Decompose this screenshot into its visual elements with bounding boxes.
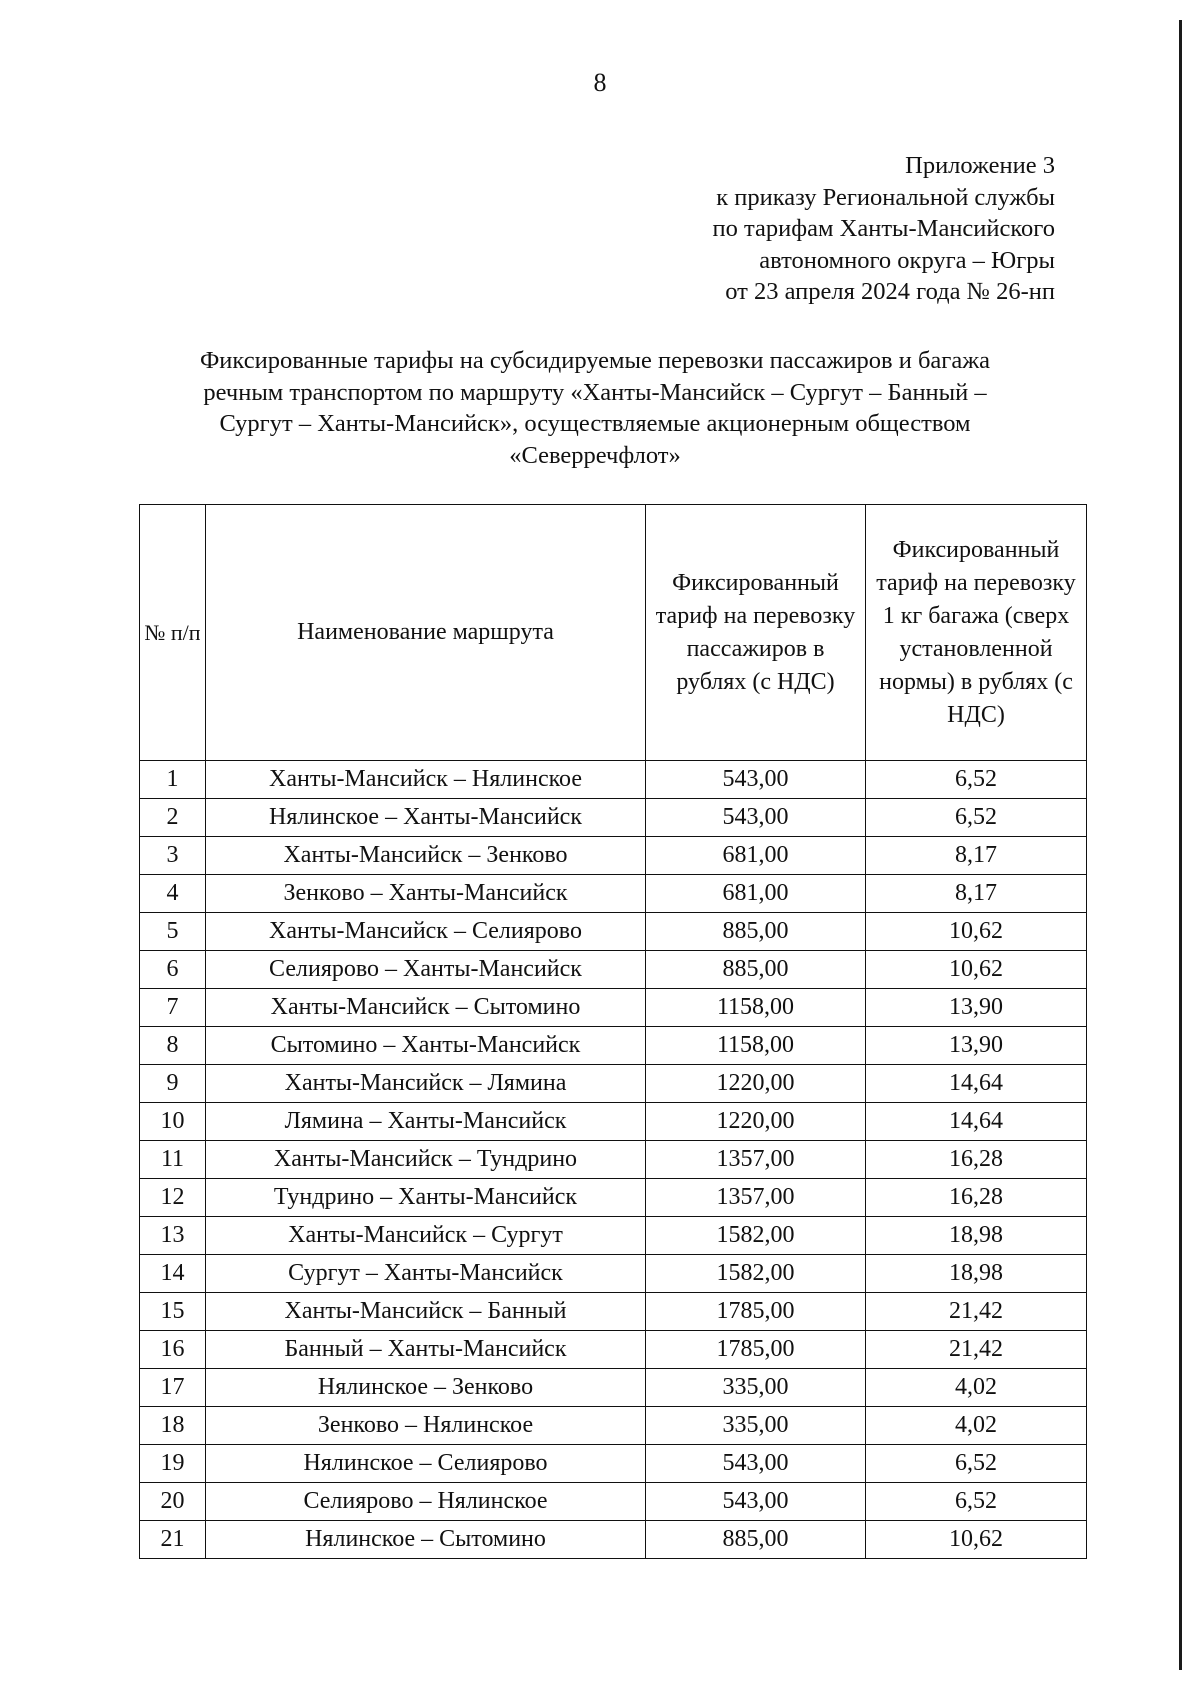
title-line: Сургут – Ханты-Мансийск», осуществляемые акционерным обществом (219, 410, 971, 437)
row-number: 20 (140, 1483, 206, 1521)
baggage-tariff: 10,62 (866, 951, 1087, 989)
row-number: 21 (140, 1521, 206, 1559)
table-row (140, 1103, 1087, 1141)
route-name: Селиярово – Ханты-Мансийск (206, 951, 646, 989)
table-row (140, 1331, 1087, 1369)
route-name: Ханты-Мансийск – Лямина (206, 1065, 646, 1103)
route-name: Лямина – Ханты-Мансийск (206, 1103, 646, 1141)
route-name: Нялинское – Зенково (206, 1369, 646, 1407)
baggage-tariff: 4,02 (866, 1407, 1087, 1445)
header-baggage-tariff: Фиксированный тариф на перевозку 1 кг багажа (сверх установленной нормы) в рублях (с НДС) (866, 505, 1087, 761)
passenger-tariff: 885,00 (646, 1521, 866, 1559)
baggage-tariff: 8,17 (866, 875, 1087, 913)
passenger-tariff: 681,00 (646, 875, 866, 913)
route-name: Зенково – Нялинское (206, 1407, 646, 1445)
route-name: Нялинское – Селиярово (206, 1445, 646, 1483)
appendix-line: по тарифам Ханты-Мансийского (712, 215, 1055, 242)
route-name: Сытомино – Ханты-Мансийск (206, 1027, 646, 1065)
table-row (140, 1293, 1087, 1331)
baggage-tariff: 13,90 (866, 1027, 1087, 1065)
passenger-tariff: 1582,00 (646, 1217, 866, 1255)
appendix-line: к приказу Региональной службы (716, 183, 1055, 211)
route-name: Банный – Ханты-Мансийск (206, 1331, 646, 1369)
route-name: Ханты-Мансийск – Нялинское (206, 761, 646, 799)
scan-edge-line (1179, 20, 1182, 1670)
baggage-tariff: 10,62 (866, 913, 1087, 951)
table-row (140, 913, 1087, 951)
header-passenger-tariff: Фиксированный тариф на перевозку пассажиров в рублях (с НДС) (646, 505, 866, 761)
table-row (140, 1065, 1087, 1103)
baggage-tariff: 16,28 (866, 1179, 1087, 1217)
passenger-tariff: 1220,00 (646, 1065, 866, 1103)
route-name: Зенково – Ханты-Мансийск (206, 875, 646, 913)
passenger-tariff: 1357,00 (646, 1141, 866, 1179)
baggage-tariff: 14,64 (866, 1103, 1087, 1141)
route-name: Селиярово – Нялинское (206, 1483, 646, 1521)
baggage-tariff: 6,52 (866, 1483, 1087, 1521)
passenger-tariff: 543,00 (646, 799, 866, 837)
passenger-tariff: 335,00 (646, 1369, 866, 1407)
page-number: 8 (593, 68, 607, 97)
row-number: 9 (140, 1065, 206, 1103)
table-row (140, 1217, 1087, 1255)
row-number: 3 (140, 837, 206, 875)
table-row (140, 799, 1087, 837)
tariffs-table (139, 504, 1087, 1559)
passenger-tariff: 1158,00 (646, 989, 866, 1027)
table-header-row (140, 505, 1087, 761)
baggage-tariff: 6,52 (866, 799, 1087, 837)
table-row (140, 1407, 1087, 1445)
baggage-tariff: 8,17 (866, 837, 1087, 875)
table-row (140, 1141, 1087, 1179)
baggage-tariff: 13,90 (866, 989, 1087, 1027)
appendix-line: автономного округа – Югры (759, 246, 1055, 274)
row-number: 15 (140, 1293, 206, 1331)
row-number: 12 (140, 1179, 206, 1217)
passenger-tariff: 1220,00 (646, 1103, 866, 1141)
passenger-tariff: 885,00 (646, 951, 866, 989)
baggage-tariff: 4,02 (866, 1369, 1087, 1407)
passenger-tariff: 543,00 (646, 1445, 866, 1483)
table-row (140, 951, 1087, 989)
passenger-tariff: 1582,00 (646, 1255, 866, 1293)
table-row (140, 1027, 1087, 1065)
header-number: № п/п (140, 505, 206, 761)
appendix-header (713, 150, 1055, 308)
baggage-tariff: 16,28 (866, 1141, 1087, 1179)
header-route: Наименование маршрута (206, 505, 646, 761)
row-number: 4 (140, 875, 206, 913)
passenger-tariff: 1158,00 (646, 1027, 866, 1065)
row-number: 19 (140, 1445, 206, 1483)
baggage-tariff: 14,64 (866, 1065, 1087, 1103)
table-body (140, 761, 1087, 1559)
passenger-tariff: 885,00 (646, 913, 866, 951)
appendix-line: Приложение 3 (905, 152, 1055, 179)
route-name: Сургут – Ханты-Мансийск (206, 1255, 646, 1293)
route-name: Нялинское – Ханты-Мансийск (206, 799, 646, 837)
baggage-tariff: 18,98 (866, 1217, 1087, 1255)
table-row (140, 1483, 1087, 1521)
table-row (140, 761, 1087, 799)
table-row (140, 1179, 1087, 1217)
baggage-tariff: 18,98 (866, 1255, 1087, 1293)
table-row (140, 1255, 1087, 1293)
passenger-tariff: 681,00 (646, 837, 866, 875)
title-line: Фиксированные тарифы на субсидируемые перевозки пассажиров и багажа (199, 347, 991, 374)
row-number: 8 (140, 1027, 206, 1065)
passenger-tariff: 1785,00 (646, 1331, 866, 1369)
table-row (140, 1369, 1087, 1407)
row-number: 7 (140, 989, 206, 1027)
title-line: речным транспортом по маршруту «Ханты-Мансийск – Сургут – Банный – (203, 378, 987, 406)
baggage-tariff: 6,52 (866, 761, 1087, 799)
appendix-line: от 23 апреля 2024 года № 26-нп (725, 278, 1055, 305)
baggage-tariff: 21,42 (866, 1293, 1087, 1331)
baggage-tariff: 10,62 (866, 1521, 1087, 1559)
title-line: «Северречфлот» (509, 441, 681, 469)
passenger-tariff: 1785,00 (646, 1293, 866, 1331)
row-number: 5 (140, 913, 206, 951)
route-name: Ханты-Мансийск – Банный (206, 1293, 646, 1331)
row-number: 16 (140, 1331, 206, 1369)
baggage-tariff: 6,52 (866, 1445, 1087, 1483)
route-name: Ханты-Мансийск – Тундрино (206, 1141, 646, 1179)
row-number: 17 (140, 1369, 206, 1407)
route-name: Ханты-Мансийск – Селиярово (206, 913, 646, 951)
document-title (110, 345, 1080, 471)
row-number: 1 (140, 761, 206, 799)
row-number: 13 (140, 1217, 206, 1255)
passenger-tariff: 1357,00 (646, 1179, 866, 1217)
route-name: Тундрино – Ханты-Мансийск (206, 1179, 646, 1217)
baggage-tariff: 21,42 (866, 1331, 1087, 1369)
route-name: Ханты-Мансийск – Сытомино (206, 989, 646, 1027)
table-row (140, 875, 1087, 913)
table-row (140, 989, 1087, 1027)
passenger-tariff: 543,00 (646, 1483, 866, 1521)
route-name: Ханты-Мансийск – Зенково (206, 837, 646, 875)
passenger-tariff: 335,00 (646, 1407, 866, 1445)
table-row (140, 1521, 1087, 1559)
row-number: 14 (140, 1255, 206, 1293)
route-name: Нялинское – Сытомино (206, 1521, 646, 1559)
table-row (140, 837, 1087, 875)
row-number: 6 (140, 951, 206, 989)
row-number: 11 (140, 1141, 206, 1179)
table-row (140, 1445, 1087, 1483)
row-number: 2 (140, 799, 206, 837)
passenger-tariff: 543,00 (646, 761, 866, 799)
row-number: 10 (140, 1103, 206, 1141)
route-name: Ханты-Мансийск – Сургут (206, 1217, 646, 1255)
row-number: 18 (140, 1407, 206, 1445)
